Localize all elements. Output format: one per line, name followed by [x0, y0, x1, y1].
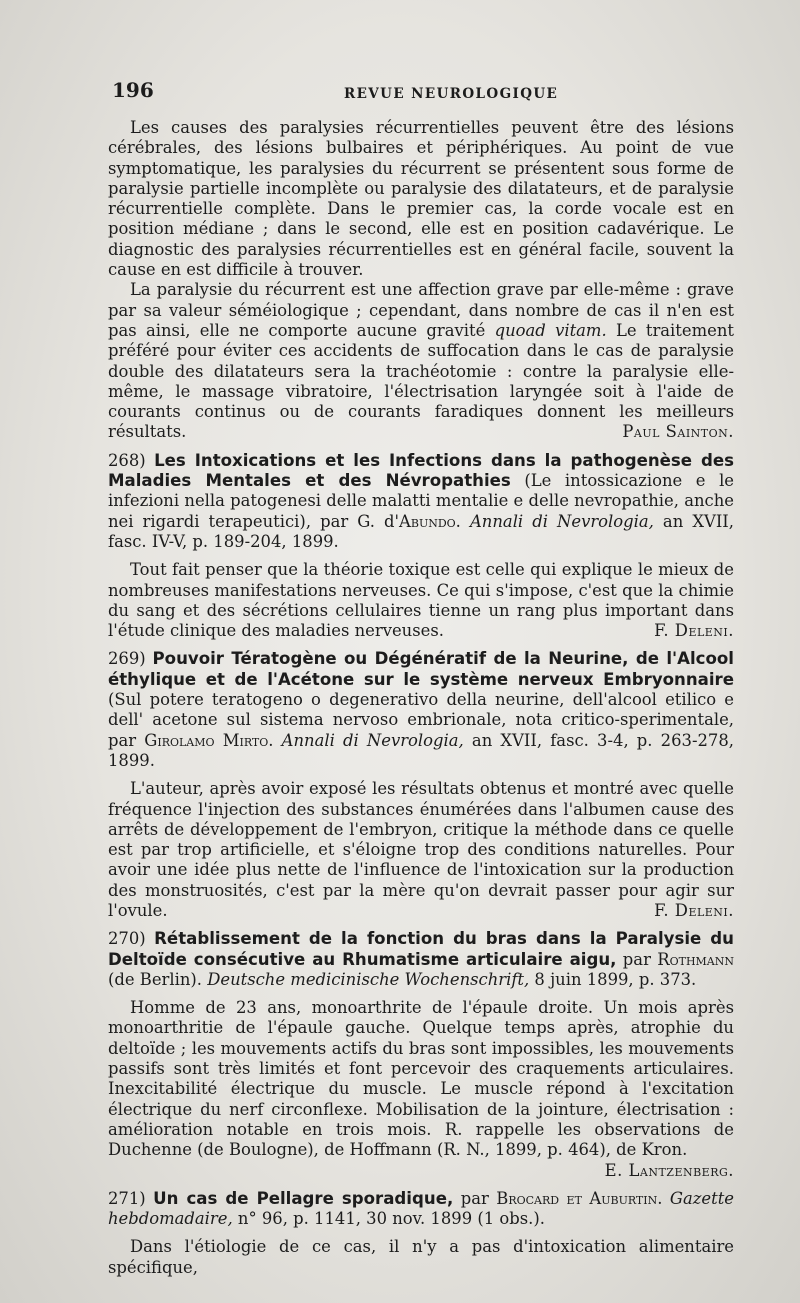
entry-header: [108, 1189, 734, 1230]
page-content: [108, 118, 734, 1278]
intro-text-a: La paralysie du récurrent est une affection grave par elle-même : grave par sa valeur séméiologique ; cependant, dans nombre de cas il n'en est pas ainsi, elle ne comporte aucune gravité: [108, 280, 734, 340]
page-header: [112, 78, 732, 104]
entry-subtitle: (Le intossicazione e le infezioni nella patogenesi delle malatti mentalie e delle nevropathie, anche nei rigardi terapeutici), par G. d': [108, 471, 735, 531]
intro-paragraph-1: Les causes des paralysies récurrentielles peuvent être des lésions cérébrales, des lésions bulbaires et périphériques. Au point de vue symptomatique, les paralysies du récurrent se présentent sous forme de paralysie partielle incomplète ou paralysie des dilatateurs, et de paralysie récurrentielle complète. Dans le premier cas, la corde vocale est en position médiane ; dans le second, elle est en position cadavérique. Le diagnostic des paralysies récurrentielles est en général facile, souvent la cause en est difficile à trouver.: [108, 118, 734, 280]
intro-paragraph-2: [108, 280, 734, 442]
signature-lantzenberg: E. Lantzenberg.: [604, 1160, 734, 1180]
page-number: 196: [112, 78, 154, 102]
entry-header: [108, 649, 734, 771]
entry-subtitle: par: [453, 1188, 497, 1208]
entry-270: [108, 929, 734, 1181]
running-title: REVUE NEUROLOGIQUE: [344, 86, 559, 102]
entry-body: [108, 779, 734, 921]
entry-header: [108, 451, 734, 552]
entry-number: 269): [108, 649, 146, 669]
entry-citation: an XVII, fasc. 3-4, p. 263-278, 1899.: [108, 730, 734, 770]
intro-text-b: Le traitement préféré pour éviter ces accidents de suffocation dans le cas de paralysie double des dilatateurs sera la trachéotomie : contre la paralysie elle-même, le massage vibratoire, l'électrisation laryngée soit à l'aide de courants continus ou de courants faradiques donnent les meilleurs résultats.: [108, 320, 734, 442]
entry-subtitle: par: [616, 949, 658, 969]
entry-body: [108, 560, 734, 641]
signature-deleni: F. Deleni.: [654, 900, 734, 920]
entry-number: 270): [108, 929, 146, 949]
entry-title: Les Intoxications et les Infections dans la pathogenèse des Maladies Mentales et des Névropathies: [108, 450, 734, 491]
entry-citation: an XVII, fasc. IV-V, p. 189-204, 1899.: [108, 511, 734, 551]
entry-body-text: L'auteur, après avoir exposé les résultats obtenus et montré avec quelle fréquence l'injection des substances énumérées dans l'albumen cause des arrêts de développement de l'embryon, critique la méthode dans ce quelle est par trop artificielle, et s'éloigne trop des conditions naturelles. Pour avoir une idée plus nette de l'influence de l'intoxication sur la production des monstruosités, c'est par la mère qu'on devrait passer pour agir sur l'ovule.: [108, 779, 734, 920]
entry-268: [108, 451, 734, 642]
signature-deleni: F. Deleni.: [654, 621, 734, 641]
entry-author: Rothmann: [657, 949, 734, 969]
entry-journal: Annali di Nevrologia,: [281, 730, 464, 750]
signature-sainton: Paul Sainton.: [622, 422, 734, 442]
entry-271: [108, 1189, 734, 1278]
entry-citation: n° 96, p. 1141, 30 nov. 1899 (1 obs.).: [232, 1209, 545, 1229]
entry-extra: (de Berlin).: [108, 969, 208, 989]
entry-title: Rétablissement de la fonction du bras dans la Paralysie du Deltoïde consécutive au Rhumatisme articulaire aigu,: [108, 929, 734, 969]
entry-author: Brocard et Auburtin.: [496, 1188, 663, 1208]
entry-subtitle: (Sul potere teratogeno o degenerativo della neurine, dell'alcool etilico e dell' acetone sul sistema nervoso embrionale, nota critico-sperimentale, par: [108, 690, 734, 750]
entry-journal: Gazette hebdomadaire,: [108, 1188, 734, 1229]
entry-header: [108, 929, 734, 990]
entry-title: Pouvoir Tératogène ou Dégénératif de la Neurine, de l'Alcool éthylique et de l'Acétone sur le système nerveux Embryonnaire: [108, 649, 734, 689]
entry-title: Un cas de Pellagre sporadique,: [153, 1188, 454, 1208]
entry-body: Dans l'étiologie de ce cas, il n'y a pas d'intoxication alimentaire spécifique,: [108, 1237, 734, 1277]
entry-citation: 8 juin 1899, p. 373.: [529, 969, 697, 989]
entry-author: Girolamo Mirto.: [144, 730, 274, 750]
entry-body-text: Tout fait penser que la théorie toxique est celle qui explique le mieux de nombreuses manifestations nerveuses. Ce qui s'impose, c'est que la chimie du sang et des sécrétions cellulaires tienne un rang plus important dans l'étude clinique des maladies nerveuses.: [108, 560, 734, 641]
entry-number: 271): [108, 1188, 146, 1208]
intro-latin-phrase: quoad vitam.: [494, 320, 607, 340]
entry-body: Homme de 23 ans, monoarthrite de l'épaule droite. Un mois après monoarthritie de l'épaule gauche. Quelque temps après, atrophie du deltoïde ; les mouvements actifs du bras sont impossibles, les mouvements passifs sont très limités et font percevoir des craquements articulaires. Inexcitabilité électrique du muscle. Le muscle répond à l'excitation électrique du nerf circonflexe. Mobilisation de la jointure, électrisation : amélioration notable en trois mois. R. rappelle les observations de Duchenne (de Boulogne), de Hoffmann (R. N., 1899, p. 464), de Kron.: [108, 998, 734, 1160]
entry-journal: Annali di Nevrologia,: [469, 511, 654, 531]
entry-269: [108, 649, 734, 921]
entry-number: 268): [108, 450, 146, 470]
entry-author: Abundo.: [399, 511, 461, 531]
entry-journal: Deutsche medicinische Wochenschrift,: [207, 969, 530, 989]
